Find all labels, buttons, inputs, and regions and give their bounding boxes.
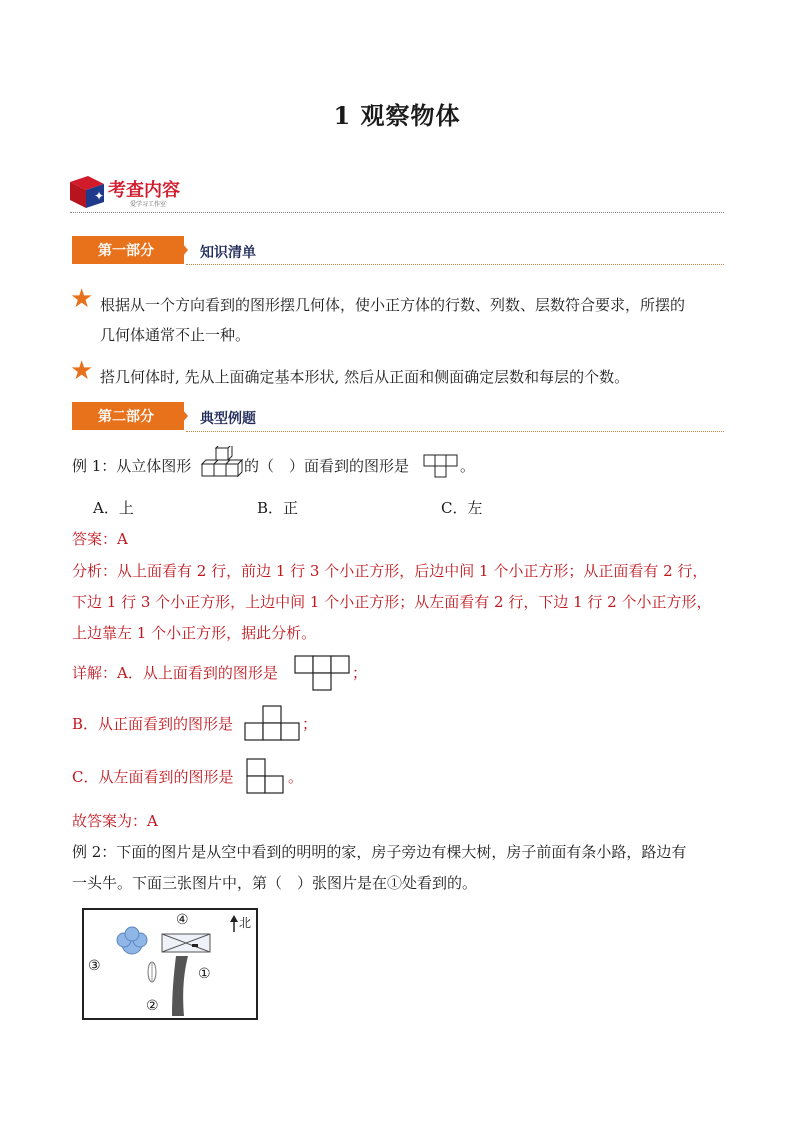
example1-analysis-line2: 下边 1 行 3 个小正方形，上边中间 1 个小正方形；从左面看有 2 行，下边 1 行 2 个小正方形，	[72, 593, 712, 611]
example1-analysis-line3: 上边靠左 1 个小正方形，据此分析。	[72, 624, 317, 642]
house-icon	[162, 934, 210, 952]
tree-icon	[117, 927, 147, 954]
option-a: A．上	[93, 499, 134, 517]
star-icon: ★	[70, 356, 94, 386]
detail-c-end: 。	[288, 768, 304, 786]
map-label-left: ③	[88, 958, 101, 974]
detail-a-text: 详解：A．从上面看到的图形是	[72, 664, 278, 682]
map-label-north: 北	[239, 916, 252, 930]
example2-line2: 一头牛。下面三张图片中，第（ ）张图片是在①处看到的。	[72, 874, 478, 892]
section-underline	[186, 264, 724, 265]
divider	[70, 212, 724, 213]
cow-icon	[148, 962, 156, 982]
section-title-part1: 知识清单	[200, 245, 256, 261]
map-label-right: ①	[198, 966, 211, 982]
detail-b-end: ；	[302, 715, 318, 733]
front-view-figure	[244, 705, 300, 741]
badge-title: 考查内容	[108, 180, 180, 201]
knowledge-item-1-line2: 几何体通常不止一种。	[100, 326, 251, 344]
map-drawing	[84, 910, 256, 1018]
map-label-top: ④	[176, 912, 189, 928]
knowledge-item-1-line1: 根据从一个方向看到的图形摆几何体，使小正方体的行数、列数、层数符合要求，所摆的	[100, 296, 686, 314]
badge-subtitle: 爱学习工作室	[130, 201, 167, 208]
example1-question-middle: 的（ ）面看到的图形是	[244, 457, 410, 475]
option-c: C．左	[441, 499, 483, 517]
section-title-part2: 典型例题	[200, 411, 256, 427]
section-tab-part2	[72, 402, 192, 430]
section-tab-part1	[72, 236, 192, 264]
book-logo-icon	[68, 172, 108, 212]
example1-question-prefix: 例 1：从立体图形	[72, 457, 192, 475]
page-title: 1 观察物体	[333, 101, 461, 130]
detail-c-text: C．从左面看到的图形是	[72, 768, 234, 786]
section-tab-label: 第二部分	[98, 409, 154, 425]
section-tab-label: 第一部分	[98, 243, 154, 259]
section-underline	[186, 431, 724, 432]
detail-a-end: ；	[352, 664, 368, 682]
example1-answer: 答案：A	[72, 530, 128, 548]
detail-b-text: B．从正面看到的图形是	[72, 715, 234, 733]
aerial-map-figure	[82, 908, 258, 1020]
star-icon: ★	[70, 284, 94, 314]
top-view-small-figure	[423, 454, 459, 478]
option-b: B．正	[257, 499, 299, 517]
example2-line1: 例 2：下面的图片是从空中看到的明明的家，房子旁边有棵大树，房子前面有条小路，路边有	[72, 843, 687, 861]
cube-stack-figure	[198, 446, 244, 480]
top-view-figure	[294, 655, 350, 691]
left-view-figure	[246, 758, 286, 794]
example1-question-end: 。	[460, 457, 476, 475]
example1-analysis-line1: 分析：从上面看有 2 行，前边 1 行 3 个小正方形，后边中间 1 个小正方形；从正面看有 2 行，	[72, 562, 708, 580]
svg-text:✦: ✦	[94, 189, 105, 203]
map-label-bottom: ②	[146, 998, 159, 1014]
knowledge-item-2: 搭几何体时, 先从上面确定基本形状, 然后从正面和侧面确定层数和每层的个数。	[100, 368, 630, 386]
example1-final-answer: 故答案为：A	[72, 812, 158, 830]
road-icon	[172, 956, 188, 1016]
